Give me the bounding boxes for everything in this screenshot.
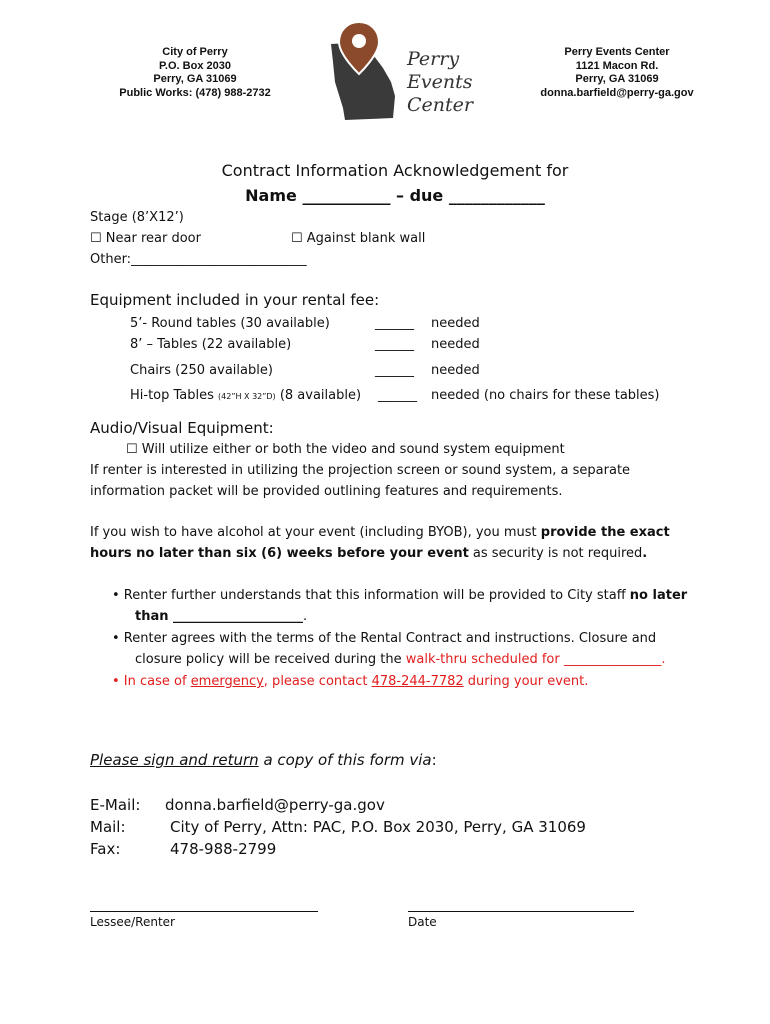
header-right-address xyxy=(527,46,707,100)
hitop-label: Hi-top Tables xyxy=(130,388,214,403)
emergency-link[interactable]: emergency xyxy=(190,674,264,689)
header-left-line: P.O. Box 2030 xyxy=(159,59,231,72)
contact-mail-label: Mail: xyxy=(90,818,126,836)
alcohol-bold-text: provide the exact xyxy=(540,525,670,540)
sign-return-text: a copy of this form via xyxy=(258,751,432,769)
contact-fax-label: Fax: xyxy=(90,840,121,858)
equipment-quantity-field[interactable]: ______ xyxy=(375,363,414,378)
contact-email-label: E-Mail: xyxy=(90,796,141,814)
alcohol-line xyxy=(90,525,670,540)
header-right-line: Perry Events Center xyxy=(564,46,670,58)
bullet-bold-text: no later xyxy=(629,588,688,603)
bullet-text: • In case of xyxy=(112,674,191,689)
header-left-address xyxy=(115,46,275,100)
equipment-item: Chairs (250 available) xyxy=(130,363,273,378)
contact-fax-value: 478-988-2799 xyxy=(170,840,277,858)
alcohol-bold-text: hours no later than six (6) weeks before your event xyxy=(90,546,469,561)
av-info-line: information packet will be provided outlining features and requirements. xyxy=(90,484,563,499)
bullet-text: • Renter further understands that this information will be provided to City staff xyxy=(112,588,630,603)
stage-option-near-rear-door[interactable]: ☐ Near rear door xyxy=(90,231,201,246)
document-subtitle: Name ___________ – due ____________ xyxy=(245,186,545,205)
equipment-item: 8’ – Tables (22 available) xyxy=(130,337,292,352)
bullet-emergency xyxy=(112,674,588,689)
bullet-period: . xyxy=(303,609,308,624)
equipment-needed-label: needed xyxy=(431,337,480,352)
georgia-map-pin-icon xyxy=(325,22,405,126)
hitop-dimensions: (42”H X 32”D) xyxy=(218,392,276,401)
sign-return-instruction xyxy=(90,751,437,769)
logo-text-line: Perry xyxy=(407,48,460,70)
signature-label-lessee: Lessee/Renter xyxy=(90,915,175,929)
stage-option-against-wall[interactable]: ☐ Against blank wall xyxy=(291,231,426,246)
bullet-staff-notice xyxy=(112,588,687,603)
document-title: Contract Information Acknowledgement for xyxy=(221,161,569,180)
bullet-staff-notice-cont xyxy=(135,609,307,624)
logo-text-line: Center xyxy=(407,94,473,116)
alcohol-period: . xyxy=(642,546,648,561)
equipment-item-hitop xyxy=(130,388,361,403)
header-right-line: 1121 Macon Rd. xyxy=(575,59,659,72)
contact-mail-value: City of Perry, Attn: PAC, P.O. Box 2030, Perry, GA 31069 xyxy=(170,818,586,836)
signature-label-date: Date xyxy=(408,915,437,929)
emergency-phone-link[interactable]: 478-244-7782 xyxy=(371,674,464,689)
header-left-line: Perry, GA 31069 xyxy=(153,73,237,85)
equipment-quantity-field[interactable]: ______ xyxy=(375,337,414,352)
header-right-line: Perry, GA 31069 xyxy=(575,73,659,85)
equipment-item: 5’- Round tables (30 available) xyxy=(130,316,330,331)
sign-return-emphasis: Please sign and return xyxy=(90,751,259,769)
av-heading: Audio/Visual Equipment: xyxy=(90,419,274,437)
bullet-rental-contract-cont xyxy=(135,652,666,667)
logo-text xyxy=(407,48,473,117)
header-left-line: Public Works: (478) 988-2732 xyxy=(119,86,271,99)
equipment-needed-label: needed xyxy=(431,316,480,331)
equipment-quantity-field[interactable]: ______ xyxy=(378,388,417,403)
bullet-text: , please contact xyxy=(263,674,372,689)
bullet-date-field[interactable]: than ____________________ xyxy=(135,609,304,624)
logo-text-line: Events xyxy=(407,71,473,93)
stage-heading: Stage (8’X12’) xyxy=(90,210,184,225)
alcohol-text: as security is not required xyxy=(468,546,643,561)
equipment-heading: Equipment included in your rental fee: xyxy=(90,291,380,309)
bullet-text: during your event. xyxy=(463,674,589,689)
bullet-text: closure policy will be received during the xyxy=(135,652,406,667)
header-right-line: donna.barfield@perry-ga.gov xyxy=(540,86,694,99)
walkthru-date-field[interactable]: walk-thru scheduled for _______________. xyxy=(405,652,666,667)
stage-other-field[interactable]: Other:___________________________ xyxy=(90,252,307,267)
bullet-rental-contract: • Renter agrees with the terms of the Rental Contract and instructions. Closure and xyxy=(112,631,657,646)
av-info-line: If renter is interested in utilizing the projection screen or sound system, a separate xyxy=(90,463,631,478)
signature-line-date[interactable] xyxy=(408,911,634,912)
av-checkbox[interactable]: ☐ Will utilize either or both the video and sound system equipment xyxy=(126,442,565,457)
sign-return-colon: : xyxy=(431,751,437,769)
signature-line-lessee[interactable] xyxy=(90,911,318,912)
alcohol-line xyxy=(90,546,647,561)
alcohol-text: If you wish to have alcohol at your event (including BYOB), you must xyxy=(90,525,541,540)
equipment-needed-label: needed (no chairs for these tables) xyxy=(431,388,660,403)
header-left-line: City of Perry xyxy=(162,46,228,58)
equipment-needed-label: needed xyxy=(431,363,480,378)
hitop-availability: (8 available) xyxy=(279,388,362,403)
equipment-quantity-field[interactable]: ______ xyxy=(375,316,414,331)
logo xyxy=(325,22,495,126)
contact-email-value[interactable]: donna.barfield@perry-ga.gov xyxy=(165,796,385,814)
